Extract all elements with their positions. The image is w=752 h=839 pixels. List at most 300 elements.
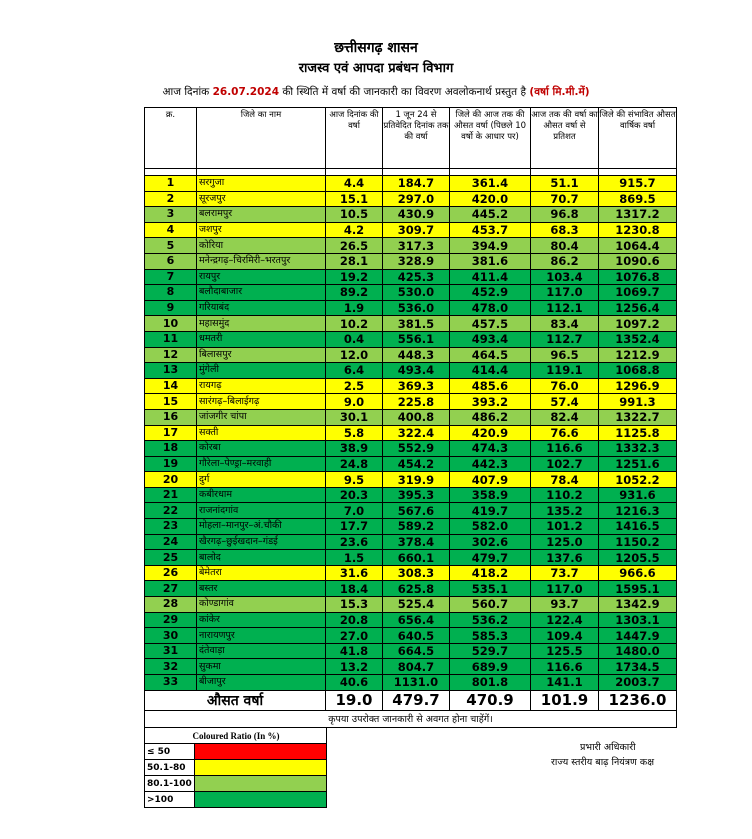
col-header-average-to-date: जिले की आज तक की औसत वर्षा (पिछले 10 वर्षो के आधार पर): [450, 108, 531, 169]
legend-range: ≤ 50: [145, 744, 195, 760]
table-row: [145, 347, 677, 363]
row-today: 12.0: [326, 347, 383, 363]
row-pct: 117.0: [531, 581, 599, 597]
row-serial: 8: [145, 285, 197, 301]
row-annual: 1068.8: [599, 363, 677, 379]
row-pct: 83.4: [531, 316, 599, 332]
row-annual: 1090.6: [599, 253, 677, 269]
average-row: [145, 690, 677, 710]
row-since: 640.5: [383, 628, 450, 644]
table-row: [145, 191, 677, 207]
row-pct: 96.8: [531, 207, 599, 223]
row-avg: 486.2: [450, 409, 531, 425]
row-pct: 78.4: [531, 472, 599, 488]
row-since: 184.7: [383, 176, 450, 192]
row-annual: 1205.5: [599, 550, 677, 566]
row-district: महासमुंद: [197, 316, 326, 332]
row-avg: 452.9: [450, 285, 531, 301]
row-pct: 102.7: [531, 456, 599, 472]
row-since: 225.8: [383, 394, 450, 410]
row-annual: 1256.4: [599, 300, 677, 316]
row-since: 1131.0: [383, 675, 450, 691]
row-today: 5.8: [326, 425, 383, 441]
legend-range: 50.1-80: [145, 760, 195, 776]
row-avg: 445.2: [450, 207, 531, 223]
row-today: 1.9: [326, 300, 383, 316]
col-header-annual: जिले की संभावित औसत वार्षिक वर्षा: [599, 108, 677, 169]
row-district: रायपुर: [197, 269, 326, 285]
row-today: 89.2: [326, 285, 383, 301]
unit-label: (वर्षा मि.मी.में): [529, 86, 590, 98]
table-row: [145, 581, 677, 597]
row-avg: 485.6: [450, 378, 531, 394]
table-row: [145, 269, 677, 285]
row-since: 425.3: [383, 269, 450, 285]
legend-swatch: [195, 776, 327, 792]
average-today: 19.0: [326, 690, 383, 710]
row-today: 4.2: [326, 222, 383, 238]
row-today: 4.4: [326, 176, 383, 192]
row-serial: 12: [145, 347, 197, 363]
row-today: 40.6: [326, 675, 383, 691]
table-row: [145, 394, 677, 410]
table-row: [145, 285, 677, 301]
row-pct: 73.7: [531, 565, 599, 581]
row-annual: 869.5: [599, 191, 677, 207]
row-avg: 457.5: [450, 316, 531, 332]
row-pct: 122.4: [531, 612, 599, 628]
row-serial: 11: [145, 331, 197, 347]
table-row: [145, 238, 677, 254]
row-avg: 442.3: [450, 456, 531, 472]
row-pct: 141.1: [531, 675, 599, 691]
row-annual: 1303.1: [599, 612, 677, 628]
legend-row: [145, 744, 327, 760]
row-since: 328.9: [383, 253, 450, 269]
rainfall-table: [144, 107, 677, 728]
row-district: बस्तर: [197, 581, 326, 597]
row-pct: 57.4: [531, 394, 599, 410]
row-serial: 20: [145, 472, 197, 488]
row-annual: 1052.2: [599, 472, 677, 488]
row-since: 297.0: [383, 191, 450, 207]
row-annual: 1734.5: [599, 659, 677, 675]
row-pct: 117.0: [531, 285, 599, 301]
row-avg: 411.4: [450, 269, 531, 285]
row-avg: 474.3: [450, 441, 531, 457]
row-annual: 1251.6: [599, 456, 677, 472]
row-since: 552.9: [383, 441, 450, 457]
row-district: बिलासपुर: [197, 347, 326, 363]
row-annual: 1595.1: [599, 581, 677, 597]
row-pct: 112.1: [531, 300, 599, 316]
row-annual: 1212.9: [599, 347, 677, 363]
row-district: सूरजपुर: [197, 191, 326, 207]
average-avg: 470.9: [450, 690, 531, 710]
row-avg: 358.9: [450, 487, 531, 503]
row-district: सक्ती: [197, 425, 326, 441]
row-serial: 3: [145, 207, 197, 223]
row-avg: 381.6: [450, 253, 531, 269]
row-district: रायगढ़: [197, 378, 326, 394]
row-annual: 1064.4: [599, 238, 677, 254]
row-district: नारायणपुर: [197, 628, 326, 644]
table-row: [145, 363, 677, 379]
row-since: 378.4: [383, 534, 450, 550]
row-annual: 2003.7: [599, 675, 677, 691]
row-annual: 931.6: [599, 487, 677, 503]
row-district: बलौदाबाजार: [197, 285, 326, 301]
row-avg: 536.2: [450, 612, 531, 628]
row-pct: 116.6: [531, 441, 599, 457]
row-since: 454.2: [383, 456, 450, 472]
average-since: 479.7: [383, 690, 450, 710]
note-text: कृपया उपरोक्त जानकारी से अवगत होना चाहेंगें।: [145, 710, 677, 727]
row-today: 30.1: [326, 409, 383, 425]
col-header-serial: क्र.: [145, 108, 197, 169]
row-today: 15.3: [326, 597, 383, 613]
row-today: 19.2: [326, 269, 383, 285]
legend-swatch: [195, 792, 327, 808]
row-since: 308.3: [383, 565, 450, 581]
row-annual: 915.7: [599, 176, 677, 192]
row-annual: 1480.0: [599, 643, 677, 659]
legend-row: [145, 776, 327, 792]
row-serial: 16: [145, 409, 197, 425]
row-serial: 27: [145, 581, 197, 597]
row-since: 589.2: [383, 519, 450, 535]
table-row: [145, 441, 677, 457]
table-header-row: [145, 108, 677, 169]
row-avg: 464.5: [450, 347, 531, 363]
row-serial: 15: [145, 394, 197, 410]
row-today: 15.1: [326, 191, 383, 207]
table-row: [145, 643, 677, 659]
row-today: 28.1: [326, 253, 383, 269]
row-annual: 1076.8: [599, 269, 677, 285]
row-avg: 420.0: [450, 191, 531, 207]
row-since: 536.0: [383, 300, 450, 316]
row-today: 26.5: [326, 238, 383, 254]
row-serial: 28: [145, 597, 197, 613]
table-row: [145, 534, 677, 550]
row-serial: 4: [145, 222, 197, 238]
legend-swatch: [195, 760, 327, 776]
row-since: 309.7: [383, 222, 450, 238]
table-row: [145, 176, 677, 192]
row-annual: 966.6: [599, 565, 677, 581]
row-serial: 25: [145, 550, 197, 566]
row-avg: 478.0: [450, 300, 531, 316]
row-today: 20.3: [326, 487, 383, 503]
row-today: 9.5: [326, 472, 383, 488]
row-today: 23.6: [326, 534, 383, 550]
row-today: 10.5: [326, 207, 383, 223]
row-avg: 582.0: [450, 519, 531, 535]
row-serial: 17: [145, 425, 197, 441]
row-district: बेमेतरा: [197, 565, 326, 581]
row-today: 18.4: [326, 581, 383, 597]
signature-officer: प्रभारी अधिकारी: [580, 742, 636, 753]
row-district: दुर्ग: [197, 472, 326, 488]
col-header-today: आज दिनांक की वर्षा: [326, 108, 383, 169]
table-row: [145, 409, 677, 425]
row-serial: 1: [145, 176, 197, 192]
row-pct: 103.4: [531, 269, 599, 285]
row-pct: 101.2: [531, 519, 599, 535]
row-district: मनेन्द्रगढ़–चिरमिरी–भरतपुर: [197, 253, 326, 269]
legend-range: >100: [145, 792, 195, 808]
signature-office: राज्य स्तरीय बाढ़ नियंत्रण कक्ष: [551, 757, 655, 768]
row-since: 664.5: [383, 643, 450, 659]
row-since: 525.4: [383, 597, 450, 613]
table-row: [145, 300, 677, 316]
table-row: [145, 472, 677, 488]
average-annual: 1236.0: [599, 690, 677, 710]
row-pct: 82.4: [531, 409, 599, 425]
row-serial: 18: [145, 441, 197, 457]
row-pct: 76.6: [531, 425, 599, 441]
average-label: औसत वर्षा: [145, 690, 326, 710]
row-pct: 116.6: [531, 659, 599, 675]
row-serial: 24: [145, 534, 197, 550]
row-today: 1.5: [326, 550, 383, 566]
table-row: [145, 207, 677, 223]
row-pct: 96.5: [531, 347, 599, 363]
row-avg: 560.7: [450, 597, 531, 613]
report-date: 26.07.2024: [212, 86, 280, 98]
row-serial: 31: [145, 643, 197, 659]
row-since: 430.9: [383, 207, 450, 223]
row-avg: 535.1: [450, 581, 531, 597]
row-serial: 2: [145, 191, 197, 207]
row-serial: 14: [145, 378, 197, 394]
row-since: 567.6: [383, 503, 450, 519]
row-district: कोरिया: [197, 238, 326, 254]
row-serial: 21: [145, 487, 197, 503]
row-since: 322.4: [383, 425, 450, 441]
row-district: कांकेर: [197, 612, 326, 628]
row-today: 9.0: [326, 394, 383, 410]
row-serial: 6: [145, 253, 197, 269]
row-avg: 394.9: [450, 238, 531, 254]
row-today: 10.2: [326, 316, 383, 332]
row-serial: 13: [145, 363, 197, 379]
row-avg: 453.7: [450, 222, 531, 238]
row-pct: 80.4: [531, 238, 599, 254]
row-serial: 22: [145, 503, 197, 519]
row-serial: 19: [145, 456, 197, 472]
row-pct: 110.2: [531, 487, 599, 503]
row-annual: 991.3: [599, 394, 677, 410]
row-pct: 86.2: [531, 253, 599, 269]
row-avg: 393.2: [450, 394, 531, 410]
row-district: कोण्डागांव: [197, 597, 326, 613]
row-pct: 112.7: [531, 331, 599, 347]
row-pct: 68.3: [531, 222, 599, 238]
table-row: [145, 316, 677, 332]
row-annual: 1332.3: [599, 441, 677, 457]
table-row: [145, 503, 677, 519]
table-row: [145, 550, 677, 566]
department-title: राजस्व एवं आपदा प्रबंधन विभाग: [298, 61, 454, 76]
row-avg: 529.7: [450, 643, 531, 659]
row-district: कोरबा: [197, 441, 326, 457]
row-today: 31.6: [326, 565, 383, 581]
row-pct: 70.7: [531, 191, 599, 207]
row-district: धमतरी: [197, 331, 326, 347]
row-district: दंतेवाड़ा: [197, 643, 326, 659]
row-annual: 1230.8: [599, 222, 677, 238]
table-row: [145, 222, 677, 238]
row-serial: 7: [145, 269, 197, 285]
row-serial: 23: [145, 519, 197, 535]
row-avg: 407.9: [450, 472, 531, 488]
row-since: 448.3: [383, 347, 450, 363]
table-row: [145, 331, 677, 347]
row-since: 493.4: [383, 363, 450, 379]
table-row: [145, 425, 677, 441]
row-serial: 5: [145, 238, 197, 254]
table-row: [145, 378, 677, 394]
report-subtitle: [0, 85, 752, 99]
row-today: 0.4: [326, 331, 383, 347]
table-row: [145, 253, 677, 269]
govt-title: छत्तीसगढ़ शासन: [334, 40, 418, 56]
row-district: सारंगढ़–बिलाईगढ़: [197, 394, 326, 410]
row-pct: 135.2: [531, 503, 599, 519]
row-district: मोहला–मानपुर–अं.चौकी: [197, 519, 326, 535]
row-since: 381.5: [383, 316, 450, 332]
row-since: 804.7: [383, 659, 450, 675]
row-pct: 51.1: [531, 176, 599, 192]
subtitle-prefix: आज दिनांक: [162, 86, 210, 98]
row-avg: 420.9: [450, 425, 531, 441]
row-annual: 1150.2: [599, 534, 677, 550]
row-pct: 119.1: [531, 363, 599, 379]
row-today: 41.8: [326, 643, 383, 659]
legend-row: [145, 792, 327, 808]
row-annual: 1447.9: [599, 628, 677, 644]
row-today: 24.8: [326, 456, 383, 472]
row-district: खैरगढ़–छुईखदान–गंडई: [197, 534, 326, 550]
table-row: [145, 612, 677, 628]
row-serial: 33: [145, 675, 197, 691]
row-district: बीजापुर: [197, 675, 326, 691]
row-serial: 32: [145, 659, 197, 675]
col-header-percent: आज तक की वर्षा का औसत वर्षा से प्रतिशत: [531, 108, 599, 169]
row-annual: 1352.4: [599, 331, 677, 347]
row-since: 319.9: [383, 472, 450, 488]
row-today: 27.0: [326, 628, 383, 644]
row-pct: 109.4: [531, 628, 599, 644]
table-row: [145, 675, 677, 691]
row-annual: 1416.5: [599, 519, 677, 535]
row-district: जांजगीर चांपा: [197, 409, 326, 425]
row-avg: 414.4: [450, 363, 531, 379]
row-since: 395.3: [383, 487, 450, 503]
row-district: कबीरधाम: [197, 487, 326, 503]
row-today: 2.5: [326, 378, 383, 394]
row-avg: 302.6: [450, 534, 531, 550]
note-row: [145, 710, 677, 727]
legend-title-row: [145, 728, 327, 744]
row-since: 530.0: [383, 285, 450, 301]
row-today: 13.2: [326, 659, 383, 675]
table-row: [145, 659, 677, 675]
row-district: बलरामपुर: [197, 207, 326, 223]
row-serial: 29: [145, 612, 197, 628]
row-today: 17.7: [326, 519, 383, 535]
row-district: गरियाबंद: [197, 300, 326, 316]
row-avg: 418.2: [450, 565, 531, 581]
row-annual: 1317.2: [599, 207, 677, 223]
row-today: 20.8: [326, 612, 383, 628]
legend-title: Coloured Ratio (In %): [145, 728, 327, 744]
row-since: 660.1: [383, 550, 450, 566]
row-annual: 1097.2: [599, 316, 677, 332]
row-avg: 361.4: [450, 176, 531, 192]
row-annual: 1216.3: [599, 503, 677, 519]
row-since: 317.3: [383, 238, 450, 254]
row-pct: 76.0: [531, 378, 599, 394]
legend-row: [145, 760, 327, 776]
legend-range: 80.1-100: [145, 776, 195, 792]
row-district: जशपुर: [197, 222, 326, 238]
row-avg: 419.7: [450, 503, 531, 519]
subtitle-suffix: की स्थिति में वर्षा की जानकारी का विवरण अवलोकनार्थ प्रस्तुत है: [282, 86, 527, 98]
row-serial: 30: [145, 628, 197, 644]
row-annual: 1125.8: [599, 425, 677, 441]
row-avg: 689.9: [450, 659, 531, 675]
table-row: [145, 628, 677, 644]
row-annual: 1342.9: [599, 597, 677, 613]
table-row: [145, 456, 677, 472]
header-spacer-row: [145, 169, 677, 176]
row-since: 656.4: [383, 612, 450, 628]
average-pct: 101.9: [531, 690, 599, 710]
row-avg: 493.4: [450, 331, 531, 347]
table-row: [145, 597, 677, 613]
legend-swatch: [195, 744, 327, 760]
color-legend: [144, 727, 327, 808]
row-annual: 1322.7: [599, 409, 677, 425]
row-today: 38.9: [326, 441, 383, 457]
row-pct: 125.5: [531, 643, 599, 659]
row-since: 556.1: [383, 331, 450, 347]
row-annual: 1296.9: [599, 378, 677, 394]
row-today: 6.4: [326, 363, 383, 379]
row-annual: 1069.7: [599, 285, 677, 301]
table-row: [145, 487, 677, 503]
row-pct: 93.7: [531, 597, 599, 613]
row-avg: 585.3: [450, 628, 531, 644]
row-serial: 10: [145, 316, 197, 332]
row-district: मुंगेली: [197, 363, 326, 379]
row-since: 369.3: [383, 378, 450, 394]
row-since: 625.8: [383, 581, 450, 597]
row-pct: 125.0: [531, 534, 599, 550]
row-district: सुकमा: [197, 659, 326, 675]
table-row: [145, 519, 677, 535]
row-serial: 26: [145, 565, 197, 581]
col-header-district: जिले का नाम: [197, 108, 326, 169]
table-row: [145, 565, 677, 581]
row-today: 7.0: [326, 503, 383, 519]
row-serial: 9: [145, 300, 197, 316]
row-avg: 479.7: [450, 550, 531, 566]
row-district: राजनांदगांव: [197, 503, 326, 519]
